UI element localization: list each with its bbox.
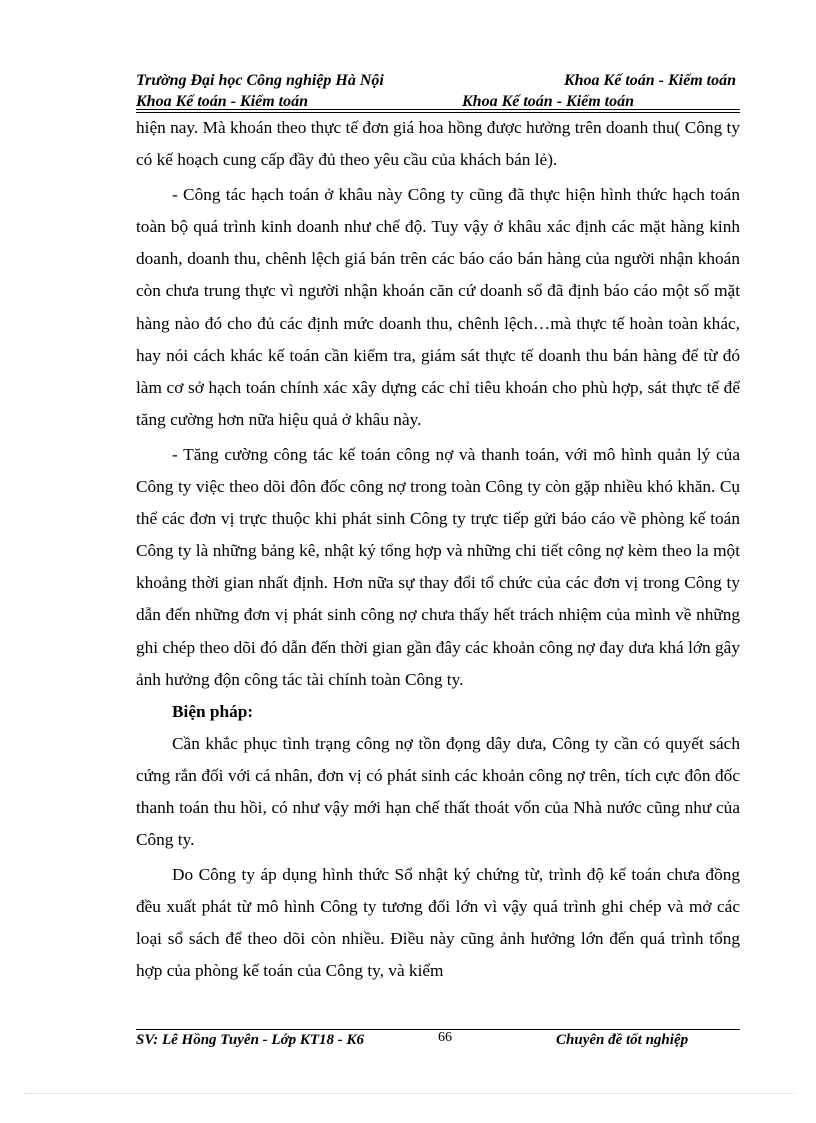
paragraph-measures: Cần khắc phục tình trạng công nợ tồn đọng dây dưa, Công ty cần có quyết sách cứng rắn đối với cá nhân, đơn vị có phát sinh các khoản công nợ trên, tích cực đôn đốc thanh toán thu hồi, có như vậy mới hạn chế thất thoát vốn của Nhà nước cũng như của Công ty. xyxy=(136,733,740,850)
header-faculty-left: Khoa Kế toán - Kiểm toán xyxy=(136,93,309,110)
page-edge-divider xyxy=(24,1093,794,1094)
paragraph-ledger-system: Do Công ty áp dụng hình thức Sổ nhật ký chứng từ, trình độ kế toán chưa đồng đều xuất phát từ mô hình Công ty tương đối lớn vì vậy quá trình ghi chép và mở các loại sổ sách để theo dõi còn nhiều. Điều này cũng ảnh hưởng lớn đến quá trình tổng hợp của phòng kế toán của Công ty, và kiểm xyxy=(136,865,740,981)
header-faculty-right: Khoa Kế toán - Kiểm toán xyxy=(462,93,635,110)
paragraph-continuation: hiện nay. Mà khoán theo thực tế đơn giá hoa hồng được hưởng trên doanh thu( Công ty có kế hoạch cung cấp đầy đủ theo yêu cầu của khách bán lẻ). xyxy=(136,118,740,170)
header-rule-top xyxy=(136,109,740,110)
page-header xyxy=(136,70,740,112)
header-university: Trường Đại học Công nghiệp Hà Nội xyxy=(136,72,384,89)
header-faculty: Khoa Kế toán - Kiểm toán xyxy=(563,72,736,89)
section-heading-measures: Biện pháp: xyxy=(172,701,254,721)
page-number: 66 xyxy=(438,1030,452,1045)
document-body xyxy=(136,112,740,988)
paragraph-debt-management: - Tăng cường công tác kế toán công nợ và thanh toán, với mô hình quản lý của Công ty việc theo dõi đôn đốc công nợ trong toàn Công ty còn gặp nhiều khó khăn. Cụ thể các đơn vị trực thuộc khi phát sinh Công ty trực tiếp gửi báo cáo về phòng kế toán Công ty là những bảng kê, nhật ký tổng hợp và những chi tiết công nợ kèm theo la một khoảng thời gian nhất định. Hơn nữa sự thay đổi tổ chức của các đơn vị trong Công ty dẫn đến những đơn vị phát sinh công nợ chưa thấy hết trách nhiệm của mình về những ghi chép theo dõi đó dẫn đến thời gian gần đây các khoản công nợ đay dưa khá lớn gây ảnh hưởng độn công tác tài chính toàn Công ty. xyxy=(136,444,740,689)
paragraph-accounting-practice: - Công tác hạch toán ở khâu này Công ty cũng đã thực hiện hình thức hạch toán toàn bộ quá trình kinh doanh như chế độ. Tuy vậy ở khâu xác định các mặt hàng kinh doanh, doanh thu, chênh lệch giá bán trên các báo cáo bán hàng của người nhận khoán còn chưa trung thực vì người nhận khoán căn cứ doanh số đã định báo cáo một số mặt hàng nào đó cho đủ các định mức doanh thu, chênh lệch…mà thực tế hoàn toàn khác, hay nói cách khác kế toán cần kiểm tra, giám sát thực tế doanh thu bán hàng để từ đó làm cơ sở hạch toán chính xác xây dựng các chỉ tiêu khoán cho phù hợp, sát thực tế để tăng cường hơn nữa hiệu quả ở khâu này. xyxy=(136,185,740,429)
footer-student: SV: Lê Hồng Tuyên - Lớp KT18 - K6 xyxy=(136,1032,365,1048)
header-row-1 xyxy=(136,70,740,91)
footer-title: Chuyên đề tốt nghiệp xyxy=(556,1032,689,1048)
page-footer xyxy=(136,1032,740,1054)
